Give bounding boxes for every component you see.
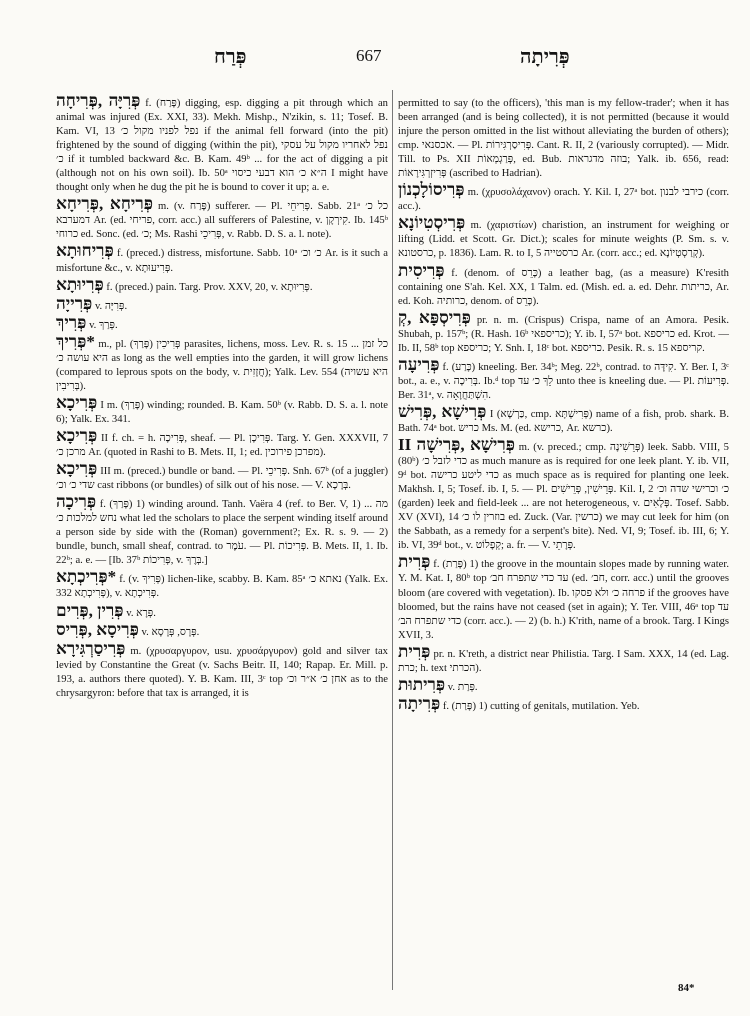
dictionary-entry <box>56 619 388 640</box>
dictionary-entry <box>56 293 388 314</box>
entry-headword: פְּרִיסָא ,פְּרִיס <box>56 619 139 639</box>
dictionary-entry <box>398 641 729 676</box>
dictionary-entry <box>56 425 388 460</box>
entry-headword: פְּרִיעָה <box>398 354 440 374</box>
dictionary-entry <box>398 93 729 181</box>
entry-headword: פְּרִיסִית <box>398 260 445 280</box>
running-head-right: פְּרִיתָה <box>520 46 570 68</box>
entry-headword: פְּרִיסְטִיוֹנָא <box>398 213 466 233</box>
dictionary-entry <box>56 461 388 493</box>
running-head-left: פְּרַח <box>214 46 247 68</box>
entry-text: f. (כָּרַע) kneeling. Ber. 34ᵇ; Meg. 22ᵇ, contrad. to קִידָּה. Y. Ber. I, 3ᶜ bot., a. e., v. בְּרִיכָה. Ib.ᵈ top לֵךְ כ׳ עד unto thee is kneeling due. — Pl. פְּרִיעוֹת. Ber. 31ᵃ, v. הִשְׁתַּחֲוָאָה. <box>398 361 730 401</box>
entry-headword: פְּרִיכָא <box>56 425 98 445</box>
column-divider <box>392 90 393 990</box>
dictionary-entry <box>398 693 729 714</box>
dictionary-entry <box>398 215 729 261</box>
page-number: 667 <box>356 46 382 65</box>
entry-headword: פְּרִיחוּתָא <box>56 241 114 261</box>
entry-text: v. פְּרַךְ. <box>89 319 118 331</box>
entry-text: m. (χαριστίων) charistion, an instrument for weighing or lifting (Lidd. et Scott. Gr. Dict.); scales for minute weights (P. Sm. s. v. כרסטונא, p. 1836). Lam. R. to I, 5 כרסטייה Ar. (corr. acc.; ed. קְרַסְטְיוֹנָא). <box>398 220 729 260</box>
dictionary-entry <box>56 638 388 701</box>
entry-text: m. (χρυσολάχανον) orach. Y. Kil. I, 27ᵃ bot. כירבי לבנון (corr. acc.). <box>398 187 729 213</box>
entry-text: v. פְּרָא. <box>126 607 156 619</box>
entry-text: f. (פָּרַח) digging, esp. digging a pit through which an animal was injured (Ex. XXI, 33). Mekh. Mishp., N'zikin, s. 11; Tosef. B. Kam. VI, 13 נפל לפניו מקול כ׳ if the animal fell forward (into the pit) frightened by the sound of digging (within the pit), נפל לאחריו מקול על עסקי כ׳ if it tumbled backward &c. B. Kam. 49ᵇ ... for the act of digging a pit (although not on his own soil). Ib. 50ᵃ ה״א כ׳ הוא דבעי כיסוי I might have thought only when he dug the pit he is bound to cover it up; a. e. <box>56 98 388 194</box>
right-column <box>398 93 729 715</box>
entry-text: pr. n. m. (Crispus) Crispa, name of an Amora. Pesik. Shubah, p. 157ᵇ; (R. Hash. 16ᵇ כריספאי); Y. ib. I, 57ᵃ bot. כריספא ed. Krot. — Ib. II, 58ᵇ top כריספא; Y. Snh. I, 18ᶜ bot. כריספא. Pesik. R. s. 15 קריספא. <box>398 314 729 354</box>
dictionary-entry <box>398 554 729 642</box>
entry-headword: פְּרִין ,פְּרִים <box>56 600 124 620</box>
entry-headword: פְּרִיסוֹלָכְנוֹן <box>398 180 465 200</box>
dictionary-entry <box>398 401 729 436</box>
entry-text: m. (v. preced.; cmp. פְּרֵשִׁינָה) leek. Sabb. VIII, 5 (80ᵇ) כדי לזבל כ׳ as much manure as is required for one leek plant. Y. ib. VII, 9ᵈ bot. כדי ליטע כרישה as much space as is required for planting one leek. Makhsh. I, 5; Tosef. ib. I, 5. — Pl. פְּרֵישִׁין, פְּרֵישִׁים. Kil. I, 2 כ׳ וכרישי שדה וכ׳ (garden) leek and field-leek ... are not heterogeneous, v. פְּלָאִים. Tosef. Sabb. XV (XVI), 14 בוזרין לו כ׳ ed. Zuck. (Var. כרשין) we may cut leek for him (on the Sabbath, as a remedy for a serpent's bite). Ned. VI, 9; Tosef. ib. III, 6; Y. ib. VI, 39ᵈ bot., v. קְפָלוֹט; a. fr. — V. פְּרָתֵי. <box>398 442 730 552</box>
entry-text: f. (preced.) pain. Targ. Prov. XXV, 20, v. פְּרִיוּתָא. <box>106 281 313 293</box>
entry-headword: פְּרִיכָא <box>56 392 98 412</box>
entry-text: f. (פָּרַת) 1) the groove in the mountain slopes made by running water. Y. M. Kat. I, 80ᵇ top עד כדי שתפרח חב׳ (ed. חב׳, corr. acc.) until the grooves bloom (are covered with vegetation). Ib. פרחה כ׳ ולא פסקו if the grooves have bloomed, but the rains have not ceased (set in again); Y. Ter. VIII, 46ᵃ top עד כדי שתפרח הב׳ (corr. acc.). — 2) (b. h.) K'rith, name of a brook. Targ. I Kings XVII, 3. <box>398 559 729 641</box>
entry-text: I (כַּרְשָׁא, cmp. פְּרִישְׁתָּא) name of a fish, prob. shark. B. Bath. 74ᵃ bot. כריש Ms. M. (ed. כרישא, Ar. כרשא). <box>398 408 729 434</box>
entry-headword: פְּרִיָּה ,פְּרִיחָה <box>56 91 141 110</box>
entry-headword: פְּרִיסַרְגִּירָא <box>56 638 126 658</box>
entry-headword: פְּרִישָׁא ,פְּרִישָׁה II <box>398 435 515 455</box>
entry-headword: פְּרִיךְ <box>56 312 87 332</box>
dictionary-entry <box>398 260 729 309</box>
signature-mark: 84* <box>678 982 695 994</box>
dictionary-entry <box>56 494 388 568</box>
entry-headword: פְּרִייָה <box>56 293 93 313</box>
dictionary-entry <box>398 182 729 214</box>
entry-text: m. (v. פָּרַח) sufferer. — Pl. פְּרִיחֵי. Sabb. 21ᵃ כל כ׳ דמערבא Ar. (ed. פריחי, corr. acc.) all sufferers of Palestine, v. קִירְקָן. Ib. 145ᵇ כרוחי ed. Sonc. (ed. כ׳; Ms. Rashi פְּרִיכֵי, v. Rabb. D. S. a. l. note). <box>56 201 389 241</box>
entry-text: v. פְּרִיָּה. <box>94 300 128 312</box>
entry-headword: פְּרִיכָה <box>56 492 97 512</box>
entry-headword: פְּרִיוּתָא <box>56 274 104 294</box>
dictionary-entry <box>56 196 388 242</box>
dictionary-entry <box>398 674 729 695</box>
entry-headword: פְּרִיסְפָּא ,קְ <box>398 307 471 327</box>
dictionary-entry <box>56 569 388 601</box>
dictionary-entry <box>398 437 729 553</box>
entry-text: permitted to say (to the officers), 'this man is my fellow-trader'; when it has been arranged (and is being collected), it is not permitted (because it would injure the person omitted in the list without alleviating the burden of others); cmp. אכסנאי. — Pl. פְּרִיסַרְגִּירוֹת. Cant. R. II, 2 (variously corrupted). — Midr. Till. to Ps. XII פְּרַגְמְאוֹת, ed. Bub. בוזה מדגראות; Yalk. ib. 656, read: פְּרִיזְרְגִּירָאוֹת (ascribed to Hadrian). <box>398 98 729 180</box>
entry-text: I m. (פָּרַךְ) winding; rounded. B. Kam. 50ᵇ (v. Rabb. D. S. a. l. note 6); Yalk. Ex. 341. <box>56 399 388 425</box>
entry-headword: *פְּרִיכְתָא <box>56 567 117 587</box>
entry-headword: פְּרִית <box>398 552 431 572</box>
entry-headword: פְּרִיחָא ,פְּרִיחָא <box>56 194 153 214</box>
dictionary-entry <box>56 243 388 275</box>
entry-text: II f. ch. = h. פְּרִיכָה, sheaf. — Pl. פְּרִיכָן. Targ. Y. Gen. XXXVII, 7 מרכן כ׳ Ar. (quoted in Rashi to B. Mets. II, 1; ed. מפרכן פירוכין). <box>56 432 388 459</box>
entry-headword: פְּרִיכָא <box>56 459 98 479</box>
entry-headword: פְּרִית <box>398 641 431 661</box>
dictionary-entry <box>398 307 729 356</box>
entry-headword: *פְּרִיךְ <box>56 331 95 351</box>
entry-text: m., pl. פְּרִיכִין (פָּרַךְ) parasites, lichens, moss. Lev. R. s. 15 כל זמן ... היא עושה כ׳ as long as the well empties into the garden, it will grow lichens (compared to leprous spots on the body, v. חֲזָזִית); Yalk. Lev. 554 (היא עשויה בְּרִיבִין). <box>56 338 388 392</box>
entry-text: f. (denom. of כָּרֵס) a leather bag, (as a measure) K'resith containing one S'ah. Kel. XX, 1 Talm. ed. (Mish. ed. a. ed. Dehr. כריתות, Ar. ed. Koh. כרותיה, denom. of כָּרֵס). <box>398 267 729 307</box>
entry-headword: פְּרִישָׁא ,פְּרִישׁ <box>398 401 487 421</box>
dictionary-entry <box>56 392 388 427</box>
entry-text: f. (preced.) distress, misfortune. Sabb. 10ᵃ כ׳ וכ׳ Ar. is it such a misfortune &c., v. פְּרִיעוּתָא. <box>56 248 388 274</box>
entry-text: f. (פָּרַךְ) 1) winding around. Tanh. Vaëra 4 (ref. to Ber. V, 1) מה ... נחש למלכות כ׳ what led the scholars to place the serpent winding itself around a person side by side with the (Roman) government?; Ex. R. s. 9. — 2) bundle, bunch, small sheaf, contrad. to עֹמֶר. — Pl. פְּרִיכוֹת. B. Mets. II, 1. Ib. 22ᵇ; a. e. — [Ib. 37ᵇ פְּרִיכוֹת, v. בְּרֶךְ.] <box>56 499 389 567</box>
entry-text: v. פְּרָס, פְּרָסָא. <box>141 626 200 638</box>
entry-text: pr. n. K'reth, a district near Philistia. Targ. I Sam. XXX, 14 (ed. Lag. כרת; h. text הכרתי). <box>398 648 729 674</box>
entry-text: v. פְּרַת. <box>447 681 478 693</box>
dictionary-entry <box>398 354 730 403</box>
page-header <box>0 46 750 74</box>
entry-text: III m. (preced.) bundle or band. — Pl. פְּרִיכֵי. Snh. 67ᵇ (of a juggler) שדי כ׳ וכ׳ cast ribbons (or bundles) of silk out of his nose. — V. בְּרָכָא. <box>56 466 388 492</box>
dictionary-entry <box>56 93 388 195</box>
dictionary-entry <box>56 600 388 621</box>
entry-text: f. (פָּרַת) 1) cutting of genitals, mutilation. Yeb. <box>442 700 640 712</box>
entry-text: m. (χρυσαργυρον, usu. χρυσάργυρον) gold and silver tax levied by Constantine the Great (v. Sachs Beitr. II, 140; Rapap. Er. Mill. p. 193, a. authors there quoted). Y. B. Kam. III, 3ᶜ top אחן כ׳ א״ר וכ׳ as to the chrysargyron: before that tax is arranged, it is <box>56 645 388 699</box>
entry-text: f. (v. פְּרִיךְ) lichen-like, scabby. B. Kam. 85ᵃ נאתא כ׳ (Yalk. Ex. 332 פְּרִיכְתָא), v. פְּרִיכְתָא. <box>56 574 388 600</box>
entry-headword: פְּרִיתָה <box>398 693 441 713</box>
dictionary-entry <box>56 312 388 333</box>
entry-headword: פְּרִיתוּת <box>398 674 446 694</box>
left-column <box>56 93 388 702</box>
dictionary-entry <box>56 331 388 394</box>
dictionary-entry <box>56 274 388 295</box>
